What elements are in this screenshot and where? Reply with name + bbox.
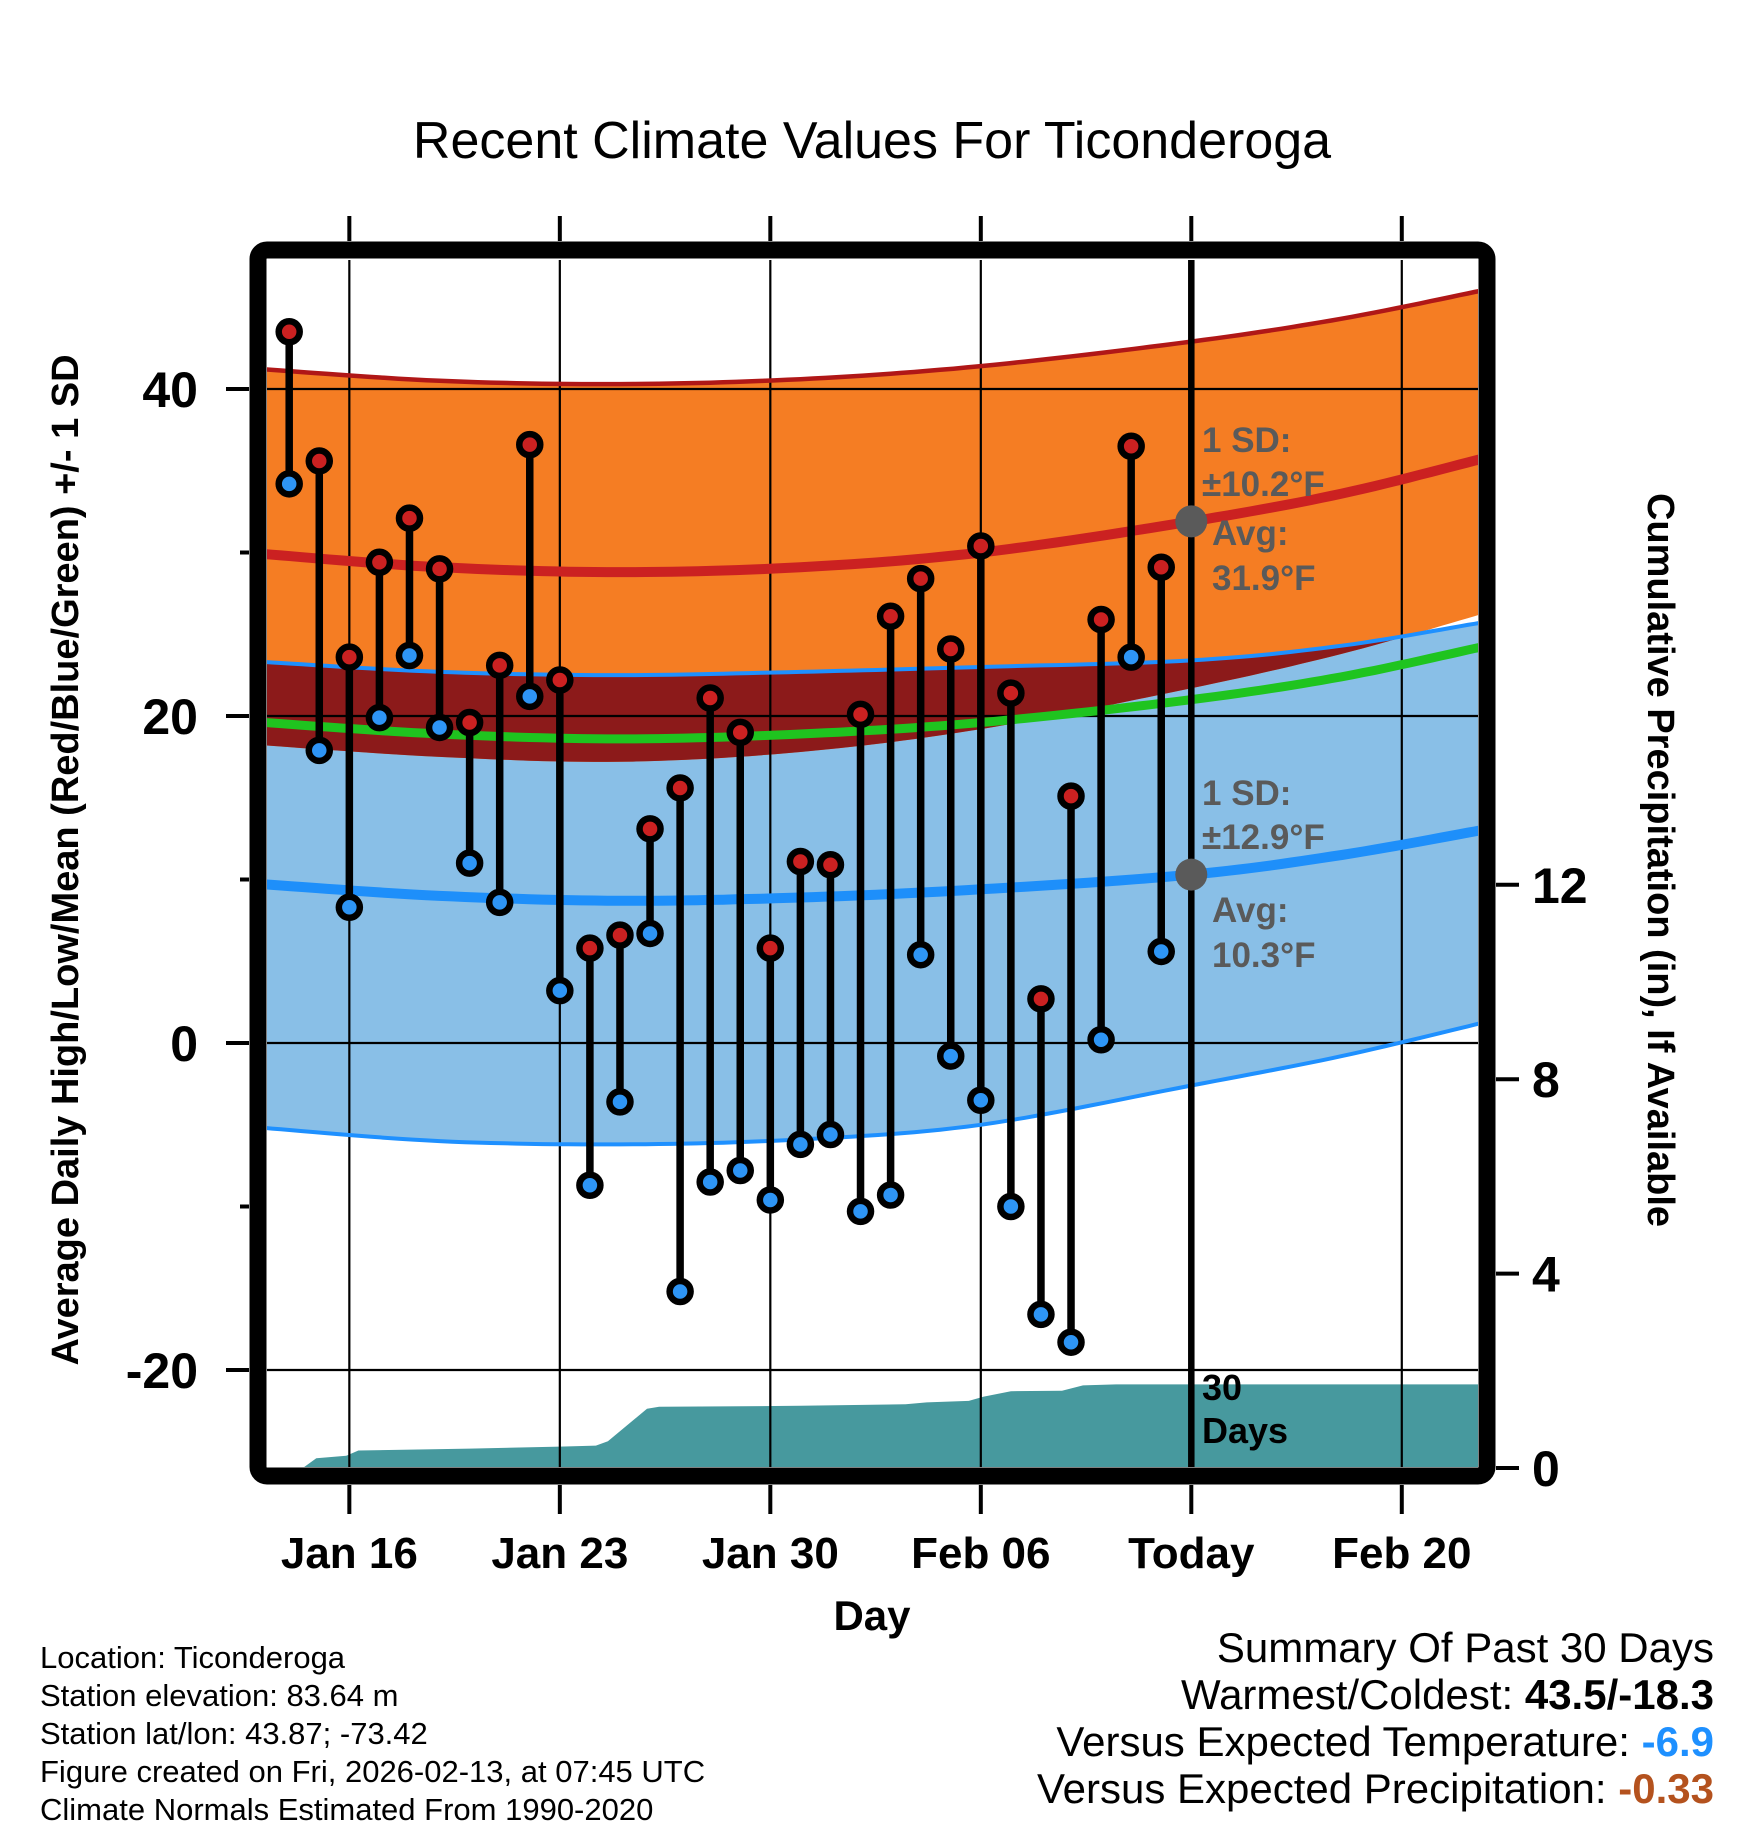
high-dot-jan-22 [519, 434, 540, 455]
tick-label-left--20: -20 [125, 1343, 198, 1399]
high-dot-feb-11 [1121, 436, 1142, 457]
low-dot-jan-25 [609, 1091, 630, 1112]
high-dot-jan-18 [399, 508, 420, 529]
station-info [40, 1640, 705, 1827]
tick-label-right-8: 8 [1532, 1052, 1560, 1109]
tick-label-left-20: 20 [142, 689, 198, 745]
high-dot-jan-19 [429, 558, 450, 579]
station-elevation: Station elevation: 83.64 m [40, 1678, 399, 1713]
low-dot-feb-05 [940, 1046, 961, 1067]
high-avg-label: Avg: 31.9°F [1212, 514, 1316, 598]
high-dot-jan-31 [790, 851, 811, 872]
low-dot-jan-16 [339, 897, 360, 918]
high-dot-jan-26 [640, 818, 661, 839]
high-dot-jan-21 [489, 655, 510, 676]
low-dot-feb-03 [880, 1185, 901, 1206]
low-dot-jan-15 [309, 740, 330, 761]
summary-warmest-coldest: Warmest/Coldest: 43.5/-18.3 [1180, 1671, 1714, 1718]
low-dot-feb-11 [1121, 647, 1142, 668]
low-dot-jan-26 [640, 923, 661, 944]
high-dot-jan-23 [549, 670, 570, 691]
low-dot-jan-31 [790, 1134, 811, 1155]
high-dot-jan-17 [369, 552, 390, 573]
high-dot-jan-16 [339, 647, 360, 668]
low-avg-label: Avg: 10.3°F [1212, 891, 1316, 975]
low-dot-feb-01 [820, 1124, 841, 1145]
tick-label-feb-20: Feb 20 [1332, 1529, 1472, 1578]
station-location: Location: Ticonderoga [40, 1640, 346, 1675]
low-dot-jan-27 [670, 1281, 691, 1302]
tick-label-jan-30: Jan 30 [701, 1529, 839, 1578]
precip-days-label: 30 Days [1202, 1367, 1289, 1451]
climate-normals-note: Climate Normals Estimated From 1990-2020 [40, 1792, 654, 1827]
figure-created: Figure created on Fri, 2026-02-13, at 07:45 UTC [40, 1754, 706, 1789]
low-dot-jan-19 [429, 717, 450, 738]
low-dot-jan-14 [279, 473, 300, 494]
cumulative-precip-area [304, 1384, 1480, 1467]
tick-label-left-0: 0 [170, 1016, 198, 1072]
high-dot-feb-03 [880, 606, 901, 627]
low-dot-feb-06 [970, 1090, 991, 1111]
low-dot-jan-21 [489, 892, 510, 913]
low-dot-jan-23 [549, 980, 570, 1001]
low-dot-feb-12 [1151, 941, 1172, 962]
high-dot-jan-24 [579, 938, 600, 959]
high-dot-feb-04 [910, 568, 931, 589]
high-dot-jan-28 [700, 688, 721, 709]
low-dot-feb-07 [1000, 1196, 1021, 1217]
y-left-axis-label: Average Daily High/Low/Mean (Red/Blue/Green) +/- 1 SD [45, 354, 87, 1366]
low-dot-jan-18 [399, 645, 420, 666]
tick-label-today: Today [1128, 1529, 1255, 1578]
avg-low-marker [1175, 859, 1207, 891]
tick-label-right-0: 0 [1532, 1441, 1560, 1497]
low-dot-jan-17 [369, 707, 390, 728]
high-dot-feb-06 [970, 535, 991, 556]
high-sd-label: 1 SD: ±10.2°F [1202, 421, 1325, 504]
station-latlon: Station lat/lon: 43.87; -73.42 [40, 1716, 428, 1751]
chart-title: Recent Climate Values For Ticonderoga [412, 112, 1332, 170]
high-dot-feb-10 [1091, 609, 1112, 630]
summary-title: Summary Of Past 30 Days [1216, 1624, 1714, 1671]
low-sd-label: 1 SD: ±12.9°F [1202, 774, 1325, 857]
low-dot-feb-04 [910, 944, 931, 965]
high-dot-jan-27 [670, 777, 691, 798]
low-dot-jan-29 [730, 1160, 751, 1181]
low-dot-feb-10 [1091, 1029, 1112, 1050]
low-dot-jan-20 [459, 853, 480, 874]
high-dot-feb-02 [850, 704, 871, 725]
x-axis-label: Day [833, 1592, 911, 1639]
tick-label-right-12: 12 [1532, 857, 1588, 914]
high-dot-feb-05 [940, 638, 961, 659]
low-dot-jan-28 [700, 1171, 721, 1192]
high-dot-feb-12 [1151, 557, 1172, 578]
tick-label-right-4: 4 [1532, 1246, 1560, 1303]
y-right-axis-label: Cumulative Precipitation (in), If Available [1639, 492, 1681, 1228]
summary-vs-expected-precipitation: Versus Expected Precipitation: -0.33 [1036, 1765, 1714, 1812]
summary-vs-expected-temperature: Versus Expected Temperature: -6.9 [1056, 1718, 1714, 1765]
low-dot-jan-30 [760, 1189, 781, 1210]
high-dot-jan-15 [309, 450, 330, 471]
tick-label-feb-06: Feb 06 [911, 1529, 1051, 1578]
tick-label-left-40: 40 [142, 362, 198, 418]
low-dot-jan-22 [519, 686, 540, 707]
high-dot-jan-20 [459, 712, 480, 733]
high-dot-jan-30 [760, 938, 781, 959]
summary-past-30-days [1037, 1624, 1714, 1812]
low-dot-jan-24 [579, 1175, 600, 1196]
low-dot-feb-09 [1061, 1332, 1082, 1353]
low-dot-feb-02 [850, 1201, 871, 1222]
tick-label-jan-23: Jan 23 [491, 1529, 629, 1578]
high-dot-jan-29 [730, 722, 751, 743]
tick-label-jan-16: Jan 16 [280, 1529, 418, 1578]
high-dot-jan-25 [609, 925, 630, 946]
avg-high-marker [1175, 505, 1207, 537]
high-dot-feb-08 [1030, 988, 1051, 1009]
low-dot-feb-08 [1030, 1304, 1051, 1325]
high-dot-feb-01 [820, 854, 841, 875]
high-dot-jan-14 [279, 321, 300, 342]
high-dot-feb-07 [1000, 683, 1021, 704]
high-dot-feb-09 [1061, 786, 1082, 807]
